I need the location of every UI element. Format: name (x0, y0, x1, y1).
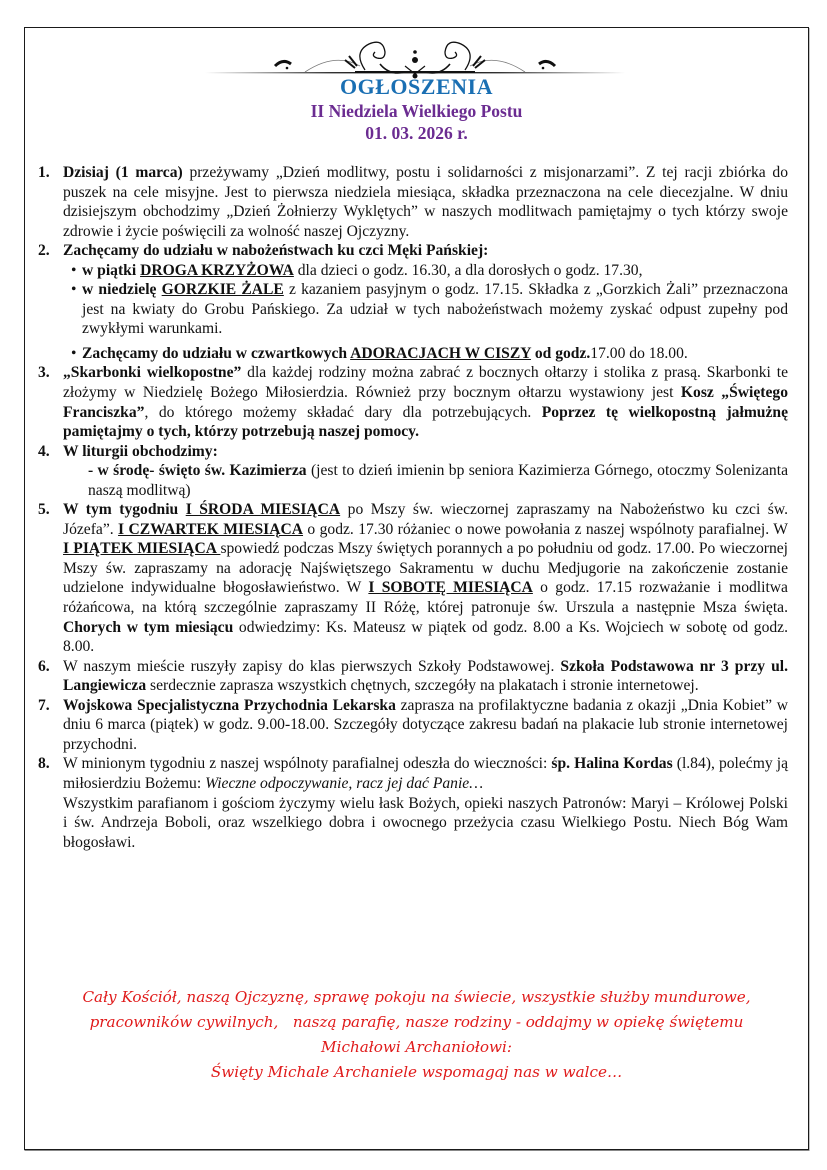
event-name: I ŚRODA MIESIĄCA (185, 501, 341, 519)
item-text: o godz. 17.30 różaniec o nowe powołania z naszej wspólnoty parafialnej. W (303, 520, 788, 538)
event-name: DROGA KRZYŻOWA (140, 261, 294, 279)
event-name: GORZKIE ŻALE (161, 281, 284, 299)
item-text: po Mszy św. wieczornej zapraszamy na Nabożeństwo ku czci św. Józefa”. (63, 501, 788, 538)
item-text: zaprasza na profilaktyczne badania z okazji „Dnia Kobiet” w dniu 6 marca (piątek) w godz. 9.00-18.00. Szczegóły dotyczące zakresu badań na plakacie lub stronie internetowej przychodni. (63, 696, 788, 753)
item-number: 6. (38, 657, 50, 675)
item-text: serdecznie zaprasza wszystkich chętnych, szczegóły na plakatach i stronie internetowej. (146, 677, 699, 695)
item-blessing: Wszystkim parafianom i gościom życzymy wielu łask Bożych, opieki naszych Patronów: Maryi – Królowej Polski i św. Andrzeja Boboli, oraz wszelkiego dobra i owocnego przeżycia czasu Wielkiego Postu. Niech Bóg Wam błogosławi. (63, 794, 788, 851)
announcement-header (24, 74, 809, 144)
item-text: W naszym mieście ruszyły zapisy do klas pierwszych Szkoły Podstawowej. (63, 657, 561, 675)
item-text: , do którego możemy składać dary dla potrzebujących. (144, 403, 542, 421)
event-name: I PIĄTEK MIESIĄCA (63, 540, 221, 558)
event-name: I CZWARTEK MIESIĄCA (118, 520, 304, 538)
decorative-flourish-icon (205, 30, 625, 80)
item-text: spowiedź podczas Mszy świętych porannych a po południu od godz. 17.00. Po wieczornej Mszy św. zapraszamy na adorację Najświętszego Sakramentu w duchu Medjugorie na zakończenie zostanie udzielone indywidualne błogosławieństwo. W (63, 540, 788, 597)
item-lead: Zachęcamy do udziału w nabożeństwach ku czci Męki Pańskiej: (63, 242, 489, 260)
bullet-lead: w piątki (82, 261, 141, 279)
bullet-lead: w niedzielę (82, 281, 162, 299)
announcement-item-6 (38, 657, 788, 696)
bullet-icon: • (71, 344, 77, 362)
item-bold: Poprzez tę wielkopostną jałmużnę pamiętajmy o tych, którzy potrzebują naszej pomocy. (63, 403, 788, 441)
item-text: odwiedzimy: Ks. Mateusz w piątek od godz. 8.00 a Ks. Wojciech w sobotę od godz. 8.00. (63, 618, 789, 656)
prayer-quote: Wieczne odpoczywanie, racz jej dać Panie… (205, 774, 484, 792)
closing-line-1: Cały Kościół, naszą Ojczyznę, sprawę pokoju na świecie, wszystkie służby mundurowe, (82, 988, 751, 1006)
page-date: 01. 03. 2026 r. (365, 123, 468, 143)
item-lead: Dzisiaj (1 marca) (63, 164, 183, 181)
item-number: 2. (38, 242, 50, 260)
bullet-icon: • (71, 261, 77, 279)
closing-line-2: pracowników cywilnych, naszą parafię, nasze rodziny - oddajmy w opiekę świętemu (89, 1013, 744, 1031)
announcements-list (38, 163, 788, 852)
item-text: przeżywamy „Dzień modlitwy, postu i solidarności z misjonarzami”. Z tej racji zbiórka do puszek na cele misyjne. Jest to pierwsza niedziela miesiąca, składka przeznaczona na cele diecezjalne. W dniu dzisiejszym obchodzimy „Dzień Żołnierzy Wyklętych” w naszych modlitwach pamiętajmy o tych którzy swoje zdrowie i życie poświęcili za wolność naszej Ojczyzny. (63, 164, 788, 240)
item-lead: Wojskowa Specjalistyczna Przychodnia Lekarska (63, 696, 396, 714)
announcement-item-2 (38, 241, 788, 261)
announcement-item-8 (38, 754, 788, 852)
closing-prayer (24, 985, 809, 1085)
bullet-text: 17.00 do 18.00. (590, 344, 688, 362)
closing-line-3: Michałowi Archaniołowi: (321, 1038, 512, 1056)
item-number: 5. (38, 501, 50, 519)
bullet-icon: • (71, 281, 77, 299)
announcement-item-7 (38, 696, 788, 755)
item-text: (jest to dzień imienin bp seniora Kazimierza Górnego, otoczmy Solenizanta naszą modlitwą) (88, 462, 788, 499)
item-text: dla każdej rodziny można zabrać z bocznych ołtarzy i stolika z prasą. Skarbonki te złożymy w Niedzielę Bożego Miłosierdzia. Również przy bocznym ołtarzu wystawiony jest (63, 364, 788, 402)
item-number: 4. (38, 442, 50, 460)
item-subline (63, 461, 788, 500)
announcement-item-1 (38, 163, 788, 241)
bullet-mid: od godz. (530, 344, 591, 362)
bullet-lead: Zachęcamy do udziału w czwartkowych (82, 344, 351, 362)
item-number: 7. (38, 696, 50, 714)
announcement-item-5 (38, 500, 788, 656)
item-bold: - w środę- święto św. Kazimierza (88, 462, 307, 480)
item-bold: Kosz „Świętego Franciszka” (63, 384, 788, 421)
bullet-text: dla dzieci o godz. 16.30, a dla dorosłych o godz. 17.30, (293, 261, 643, 279)
page-title: OGŁOSZENIA (340, 74, 493, 99)
item-lead: „Skarbonki wielkopostne” (63, 364, 242, 382)
page-subtitle: II Niedziela Wielkiego Postu (310, 101, 523, 121)
item-bold: Chorych w tym miesiącu (63, 618, 234, 636)
announcement-item-4 (38, 442, 788, 501)
bullet-item-gorzkie-zale (38, 280, 788, 339)
event-name: I SOBOTĘ MIESIĄCA (368, 579, 533, 597)
item-text: (l.84), polećmy ją miłosierdziu Bożemu: (63, 755, 788, 792)
closing-line-4: Święty Michale Archaniele wspomagaj nas w walce… (210, 1063, 623, 1081)
item-text: o godz. 17.15 rozważanie i modlitwa różańcowa, na którą szczególnie zapraszamy II Różę, której patronuje św. Urszula a następnie Msza święta. (63, 579, 788, 617)
bullet-item-adoration (38, 344, 788, 364)
bullet-item-way-of-cross (38, 261, 788, 281)
item-number: 1. (38, 164, 50, 181)
event-name: ADORACJACH W CISZY (350, 344, 531, 362)
bullet-text: z kazaniem pasyjnym o godz. 17.15. Składka z „Gorzkich Żali” przeznaczona jest na kwiaty do Grobu Pańskiego. Za udział w tych nabożeństwach możemy zyskać odpust zupełny pod zwykłymi warunkami. (82, 281, 788, 338)
announcement-item-3 (38, 363, 788, 441)
item-number: 3. (38, 364, 50, 382)
item-lead: W tym tygodniu (63, 501, 186, 519)
item-bold: Szkoła Podstawowa nr 3 przy ul. Langiewicza (63, 657, 788, 695)
item-lead: W liturgii obchodzimy: (63, 442, 218, 460)
item-bold: śp. Halina Kordas (551, 755, 673, 773)
item-number: 8. (38, 755, 50, 773)
item-text: W minionym tygodniu z naszej wspólnoty parafialnej odeszła do wieczności: (63, 755, 552, 773)
